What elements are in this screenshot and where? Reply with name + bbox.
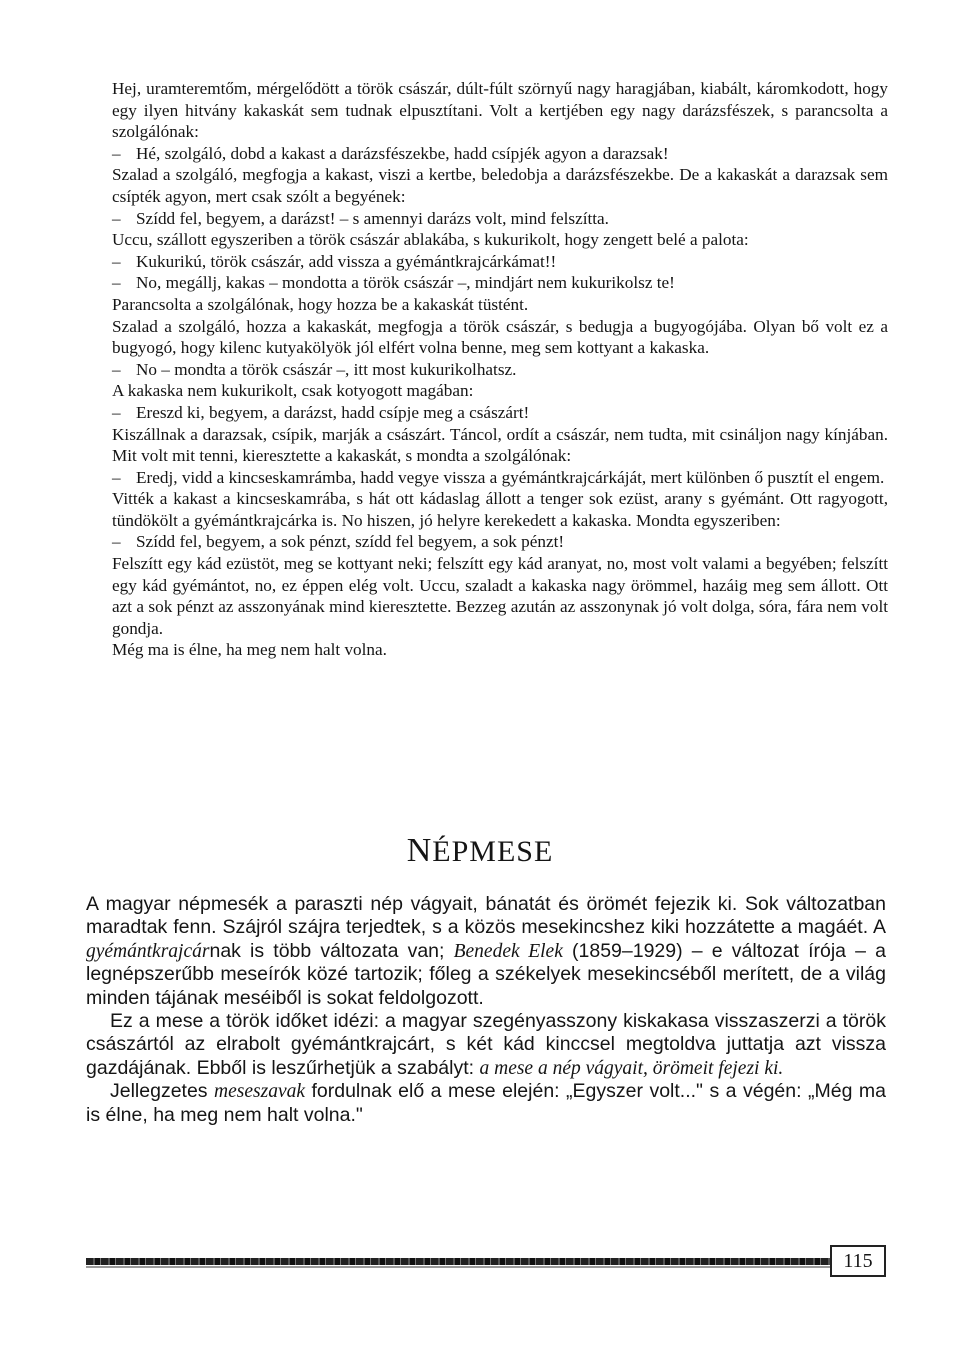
paragraph-text: Hej, uramteremtőm, mérgelődött a török császár, dúlt-fúlt szörnyű nagy haragjában, kiabált, káromkodott, hogy egy ilyen hitvány kakaskát sem tudnak elpusztítani. Volt a kertjében egy nagy darázsfészek, s parancsolta a szolgálónak: [112,79,888,142]
page-number: 115 [830,1245,886,1277]
paragraph-text: No, megállj, kakas – mondotta a török császár –, mindjárt nem kukurikolsz te! [136,273,675,293]
paragraph-text: Vitték a kakast a kincseskamrába, s hát ott kádaslag állott a tenger sok ezüst, arany s gyémánt. Ott ragyogott, tündökölt a gyémántkrajcárka is. No hiszen, jó helyre kerekedett a kakaska. Mondta egyszeriben: [112,489,888,530]
paragraph-text: Szalad a szolgáló, hozza a kakaskát, megfogja a török császár, s bedugja a bugyogójába. Olyan bő volt ez a bugyogó, hogy kilenc kutyakölyök jól elfért volna benne, meg sem kottyant a kakaska. [112,316,888,358]
story-paragraph [112,488,888,531]
paragraph-text: Eredj, vidd a kincseskamrámba, hadd vegye vissza a gyémántkrajcárkáját, mert különben ő pusztít el engem. [136,467,885,487]
story-paragraph [112,294,888,316]
paragraph-text: Uccu, szállott egyszeriben a török császár ablakába, s kukurikolt, hogy zengett belé a palota: [112,230,749,250]
dialogue-line [112,251,888,273]
commentary-text-run: nak is több változata van; [209,939,454,962]
story-paragraph [112,164,888,207]
paragraph-text: Felszítt egy kád ezüstöt, meg se kottyant neki; felszítt egy kád aranyat, no, most volt valami a begyében; felszítt egy kád gyémántot, no, ez éppen elég volt. Uccu, szaladt a kakaska nagy örömmel, hazáig meg sem állott. Ott azt a sok pénzt az asszonyának mind kieresztette. Bezzeg azután az asszonynak jó volt dolga, sóra, fára nem volt gondja. [112,554,888,638]
paragraph-text: Ereszd ki, begyem, a darázst, hadd csípje meg a császárt! [136,402,530,422]
commentary-paragraph-2 [86,1010,886,1080]
paragraph-text: Kukurikú, török császár, add vissza a gyémántkrajcárkámat!! [136,251,557,271]
paragraph-text: Szídd fel, begyem, a darázst! – s amennyi darázs volt, mind felszítta. [136,208,609,228]
story-paragraph [112,424,888,467]
commentary-text-run: Jellegzetes [110,1080,215,1103]
story-paragraph [112,380,888,402]
dialogue-dash: – [112,467,121,487]
section-heading-initial: N [406,832,433,869]
paragraph-text: Parancsolta a szolgálónak, hogy hozza be a kakaskát tüstént. [112,294,529,314]
dialogue-dash: – [112,208,121,228]
dialogue-line [112,359,888,381]
dialogue-line [112,272,888,294]
paragraph-text: A kakaska nem kukurikolt, csak kotyogott magában: [112,381,474,401]
paragraph-text: Kiszállnak a darazsak, csípik, marják a császárt. Táncol, ordít a császár, nem tudta, mit csináljon nagy kínjában. Mit volt mit tenni, kieresztette a kakaskát, s mondta a szolgálónak: [112,424,888,466]
footer-rule [86,1258,830,1265]
footer-rule-underline [86,1266,830,1268]
dialogue-line [112,531,888,553]
commentary-italic-run: Benedek Elek [453,940,563,962]
story-paragraph [112,639,888,661]
story-paragraph [112,553,888,639]
story-paragraph [112,78,888,143]
commentary-text-run: (1859–1929) – e változat írója – a legnépszerűbb meseírók közé tartozik; főleg a székelyek mesekincséből merített, de a világ minden tájának meséiből is sokat feldolgozott. [86,939,887,1009]
section-heading [0,832,960,870]
dialogue-line [112,143,888,165]
paragraph-text: Még ma is élne, ha meg nem halt volna. [112,640,387,660]
dialogue-dash: – [112,251,121,271]
commentary-text [86,893,886,1127]
commentary-text-run: Ez a mese a török időket idézi: a magyar szegényasszony kiskakasa visszaszerzi a török császártól az elrabolt gyémántkrajcárt, s két kád kinccsel megtoldva juttatja azt vissza gazdájának. Ebből is leszűrhetjük a szabályt: [86,1010,886,1079]
commentary-paragraph-1 [86,893,886,1010]
dialogue-dash: – [112,359,121,379]
story-paragraph [112,316,888,359]
dialogue-dash: – [112,143,121,163]
dialogue-line [112,208,888,230]
dialogue-line [112,402,888,424]
dialogue-line [112,467,888,489]
folk-tale-text [112,78,888,661]
dialogue-dash: – [112,532,121,552]
commentary-paragraph-3 [86,1080,886,1127]
dialogue-dash: – [112,402,121,422]
dialogue-dash: – [112,273,121,293]
commentary-text-run: fordulnak elő a mese elején: „Egyszer volt..." s a végén: „Még ma is élne, ha meg nem halt volna." [86,1080,886,1126]
commentary-italic-run: a mese a nép vágyait, örömeit fejezi ki. [479,1057,784,1079]
paragraph-text: Hé, szolgáló, dobd a kakast a darázsfészekbe, hadd csípjék agyon a darazsak! [136,143,669,163]
commentary-text-run: A magyar népmesék a paraszti nép vágyait, bánatát és örömét fejezik ki. Sok változatban maradtak fenn. Szájról szájra terjedtek, s a közös mesekincshez kiki hozzátette a magáét. A [86,893,886,939]
paragraph-text: No – mondta a török császár –, itt most kukurikolhatsz. [136,359,517,379]
paragraph-text: Szalad a szolgáló, megfogja a kakast, viszi a kertbe, beledobja a darázsfészekbe. De a kakaskát a darazsak sem csípték agyon, mert csak szólt a begyének: [112,165,888,206]
section-heading-rest: ÉPMESE [432,835,554,868]
paragraph-text: Szídd fel, begyem, a sok pénzt, szídd fel begyem, a sok pénzt! [136,532,565,552]
commentary-italic-run: meseszavak [214,1081,305,1103]
commentary-italic-run: gyémántkrajcár [86,940,210,962]
story-paragraph [112,229,888,251]
